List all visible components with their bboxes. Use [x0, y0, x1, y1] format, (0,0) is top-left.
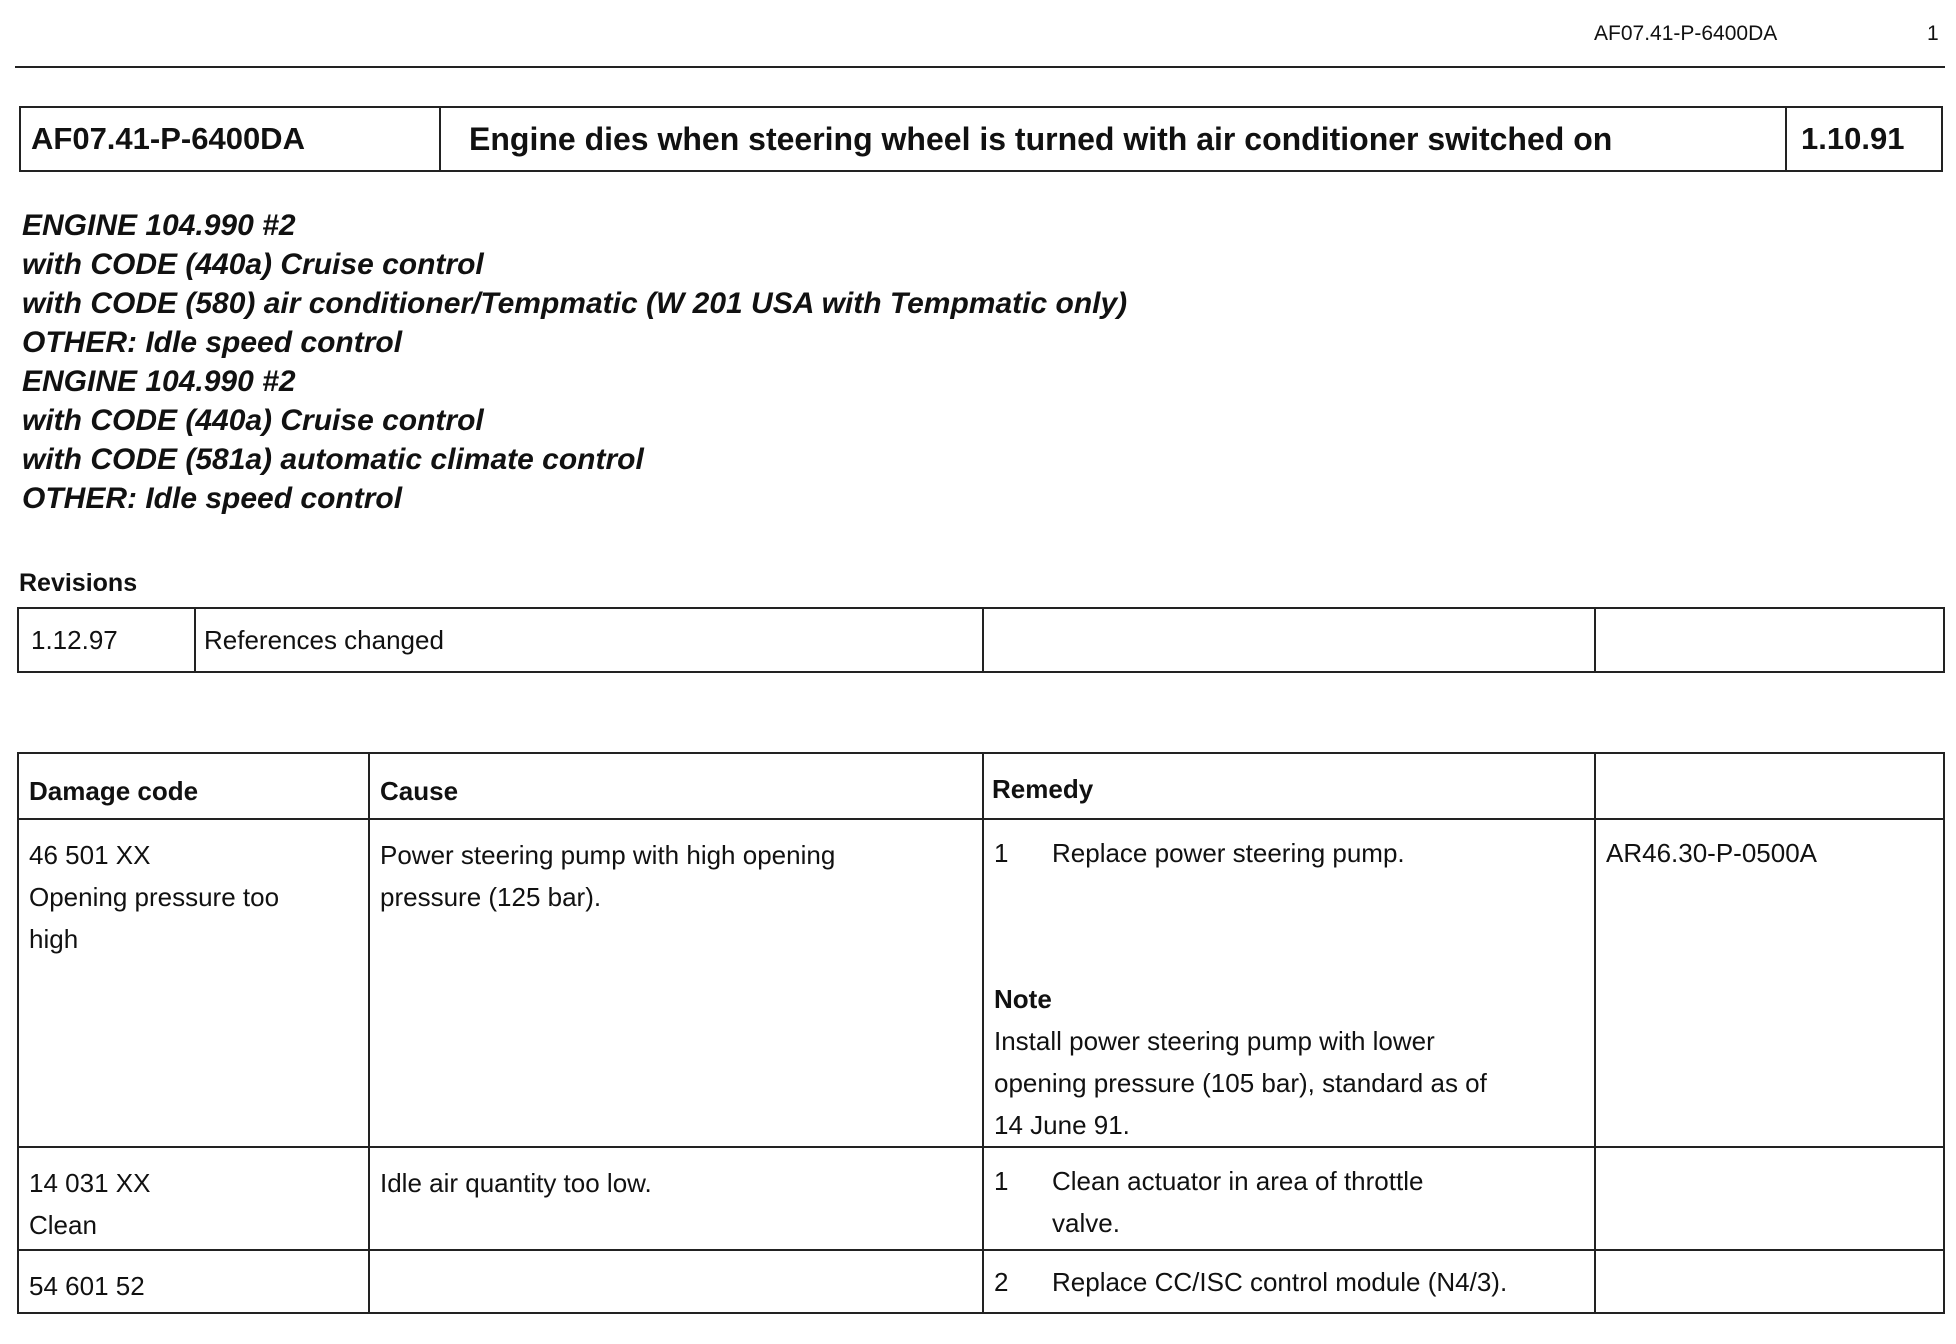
- damage-code-value: 14 031 XX: [29, 1168, 151, 1198]
- revision-date: 1.12.97: [31, 624, 118, 655]
- header-doc-code: AF07.41-P-6400DA: [1594, 22, 1778, 45]
- applicability-line: with CODE (440a) Cruise control: [22, 248, 484, 281]
- damage-code-description: high: [29, 924, 79, 954]
- applicability-list: [22, 206, 1622, 518]
- table-divider: [368, 754, 370, 1312]
- remedy-text: Clean actuator in area of throttle: [1052, 1166, 1424, 1196]
- table-divider: [19, 1146, 1943, 1148]
- remedy-text: Replace CC/ISC control module (N4/3).: [1052, 1267, 1508, 1297]
- note-text: opening pressure (105 bar), standard as of: [994, 1068, 1487, 1098]
- reference-link[interactable]: AR46.30-P-0500A: [1606, 838, 1818, 868]
- table-divider: [1594, 609, 1596, 671]
- applicability-line: ENGINE 104.990 #2: [22, 209, 296, 242]
- title-box: [19, 106, 1943, 172]
- damage-code-description: Clean: [29, 1210, 97, 1240]
- title-text: Engine dies when steering wheel is turned with air conditioner switched on: [469, 120, 1613, 157]
- applicability-line: ENGINE 104.990 #2: [22, 365, 296, 398]
- damage-code: [29, 1162, 150, 1246]
- remedy-step-number: 2: [994, 1267, 1009, 1297]
- applicability-line: OTHER: Idle speed control: [22, 482, 403, 515]
- title-date: 1.10.91: [1801, 121, 1905, 156]
- cause-text: Power steering pump with high opening: [380, 840, 836, 870]
- table-divider: [19, 1249, 1943, 1251]
- header-rule: [15, 66, 1945, 68]
- table-divider: [982, 754, 984, 1312]
- note-block: [994, 978, 1487, 1146]
- running-header: [0, 22, 1956, 46]
- remedy-text: valve.: [1052, 1208, 1120, 1238]
- applicability-line: OTHER: Idle speed control: [22, 326, 403, 359]
- note-text: 14 June 91.: [994, 1110, 1130, 1140]
- damage-code: [29, 834, 279, 960]
- remedy-step-number: 1: [994, 1166, 1009, 1196]
- table-divider: [19, 818, 1943, 820]
- column-header-remedy: Remedy: [992, 774, 1094, 804]
- note-text: Install power steering pump with lower: [994, 1026, 1435, 1056]
- cause-text: Idle air quantity too low.: [380, 1168, 652, 1198]
- remedy-cell: [1052, 1160, 1423, 1244]
- remedy-step-number: 1: [994, 838, 1009, 868]
- applicability-line: with CODE (581a) automatic climate control: [22, 443, 644, 476]
- table-divider: [982, 609, 984, 671]
- table-divider: [194, 609, 196, 671]
- revision-text: References changed: [204, 624, 444, 655]
- damage-table: [17, 752, 1945, 1314]
- title-divider: [439, 108, 441, 170]
- column-header-cause: Cause: [380, 776, 459, 806]
- cause-text: pressure (125 bar).: [380, 882, 602, 912]
- title-code: AF07.41-P-6400DA: [31, 121, 305, 156]
- applicability-line: with CODE (440a) Cruise control: [22, 404, 484, 437]
- damage-code-value: 54 601 52: [29, 1271, 145, 1301]
- title-divider: [1785, 108, 1787, 170]
- damage-code-description: Opening pressure too: [29, 882, 280, 912]
- damage-code-value: 46 501 XX: [29, 840, 151, 870]
- page-number: 1: [1927, 22, 1939, 45]
- revisions-table: [17, 607, 1945, 673]
- applicability-line: with CODE (580) air conditioner/Tempmatic (W 201 USA with Tempmatic only): [22, 287, 1128, 320]
- table-divider: [1594, 754, 1596, 1312]
- cause-cell: [380, 834, 835, 918]
- revisions-heading: Revisions: [19, 569, 138, 597]
- note-heading: Note: [994, 984, 1052, 1014]
- remedy-text: Replace power steering pump.: [1052, 838, 1405, 868]
- column-header-damage-code: Damage code: [29, 776, 199, 806]
